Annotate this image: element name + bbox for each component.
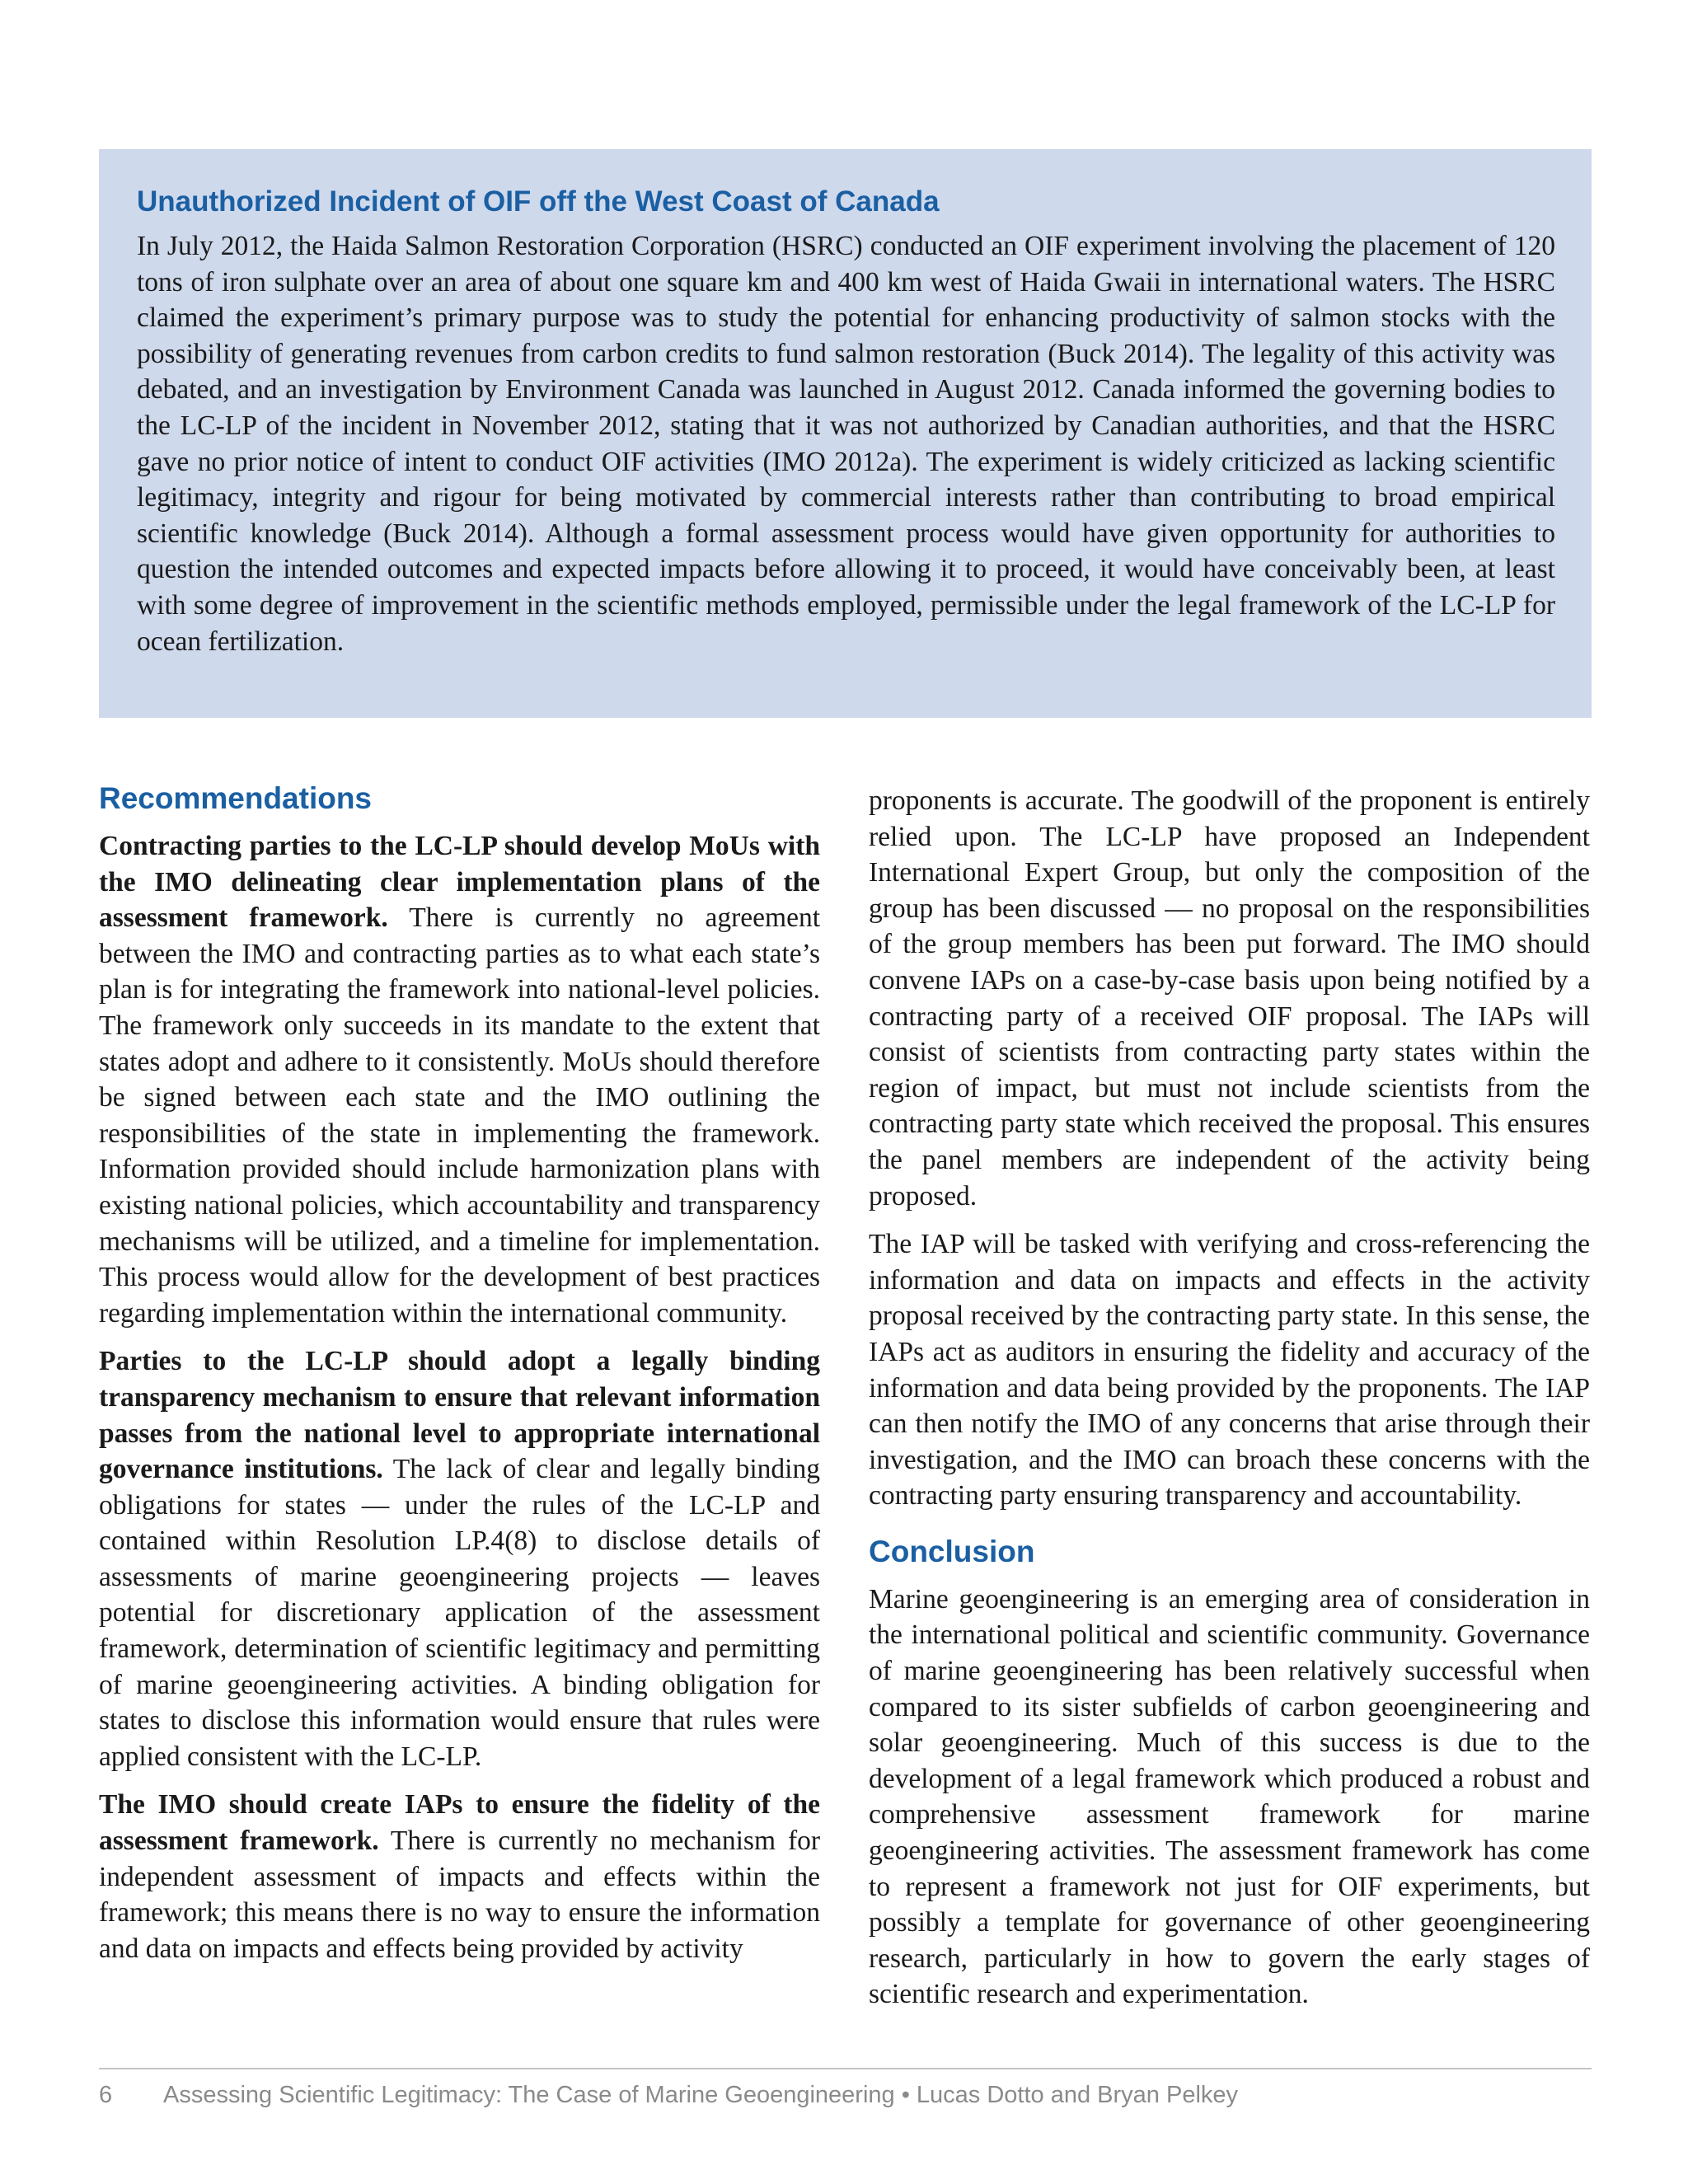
right-column [869, 783, 1590, 2025]
recommendation-paragraph [99, 1343, 820, 1774]
recommendation-lead: Contracting parties to the LC-LP should develop MoUs with the IMO delineating clear implementation plans of the assessment framework. [99, 831, 820, 934]
recommendation-continued-paragraph: The IAP will be tasked with verifying and cross-referencing the information and data on impacts and effects in the activity proposal received by the contracting party state. In this sense, the IAPs act as auditors in ensuring the fidelity and accuracy of the information and data being provided by the proponents. The IAP can then notify the IMO of any concerns that arise through their investigation, and the IMO can broach these concerns with the contracting party ensuring transparency and accountability. [869, 1229, 1590, 1511]
recommendation-lead: Parties to the LC-LP should adopt a legally binding transparency mechanism to ensure that relevant information passes from the national level to appropriate international governance institutions. [99, 1346, 820, 1485]
recommendation-text: The lack of clear and legally binding obligations for states — under the rules of the LC-LP and contained within Resolution LP.4(8) to disclose details of assessments of marine geoengineering projects — leaves potential for discretionary application of the assessment framework, determination of scientific legitimacy and permitting of marine geoengineering activities. A binding obligation for states to disclose this information would ensure that rules were applied consistent with the LC-LP. [99, 1454, 820, 1772]
recommendations-heading: Recommendations [99, 781, 373, 815]
conclusion-heading: Conclusion [869, 1534, 1035, 1568]
sidebox-title: Unauthorized Incident of OIF off the West Coast of Canada [137, 185, 940, 218]
recommendation-paragraph [99, 1787, 820, 1966]
page-number: 6 [99, 2082, 113, 2108]
recommendation-lead: The IMO should create IAPs to ensure the fidelity of the assessment framework. [99, 1789, 820, 1857]
running-title: Assessing Scientific Legitimacy: The Case of Marine Geoengineering • Lucas Dotto and Bryan Pelkey [163, 2082, 1239, 2108]
sidebar-box [99, 149, 1592, 718]
recommendation-continued-paragraph: proponents is accurate. The goodwill of the proponent is entirely relied upon. The LC-LP have proposed an Independent International Expert Group, but only the composition of the group has been discussed — no proposal on the responsibilities of the group members has been put forward. The IMO should convene IAPs on a case-by-case basis upon being notified by a contracting party of a received OIF proposal. The IAPs will consist of scientists from contracting party states within the region of impact, but must not include scientists from the contracting party state which received the proposal. This ensures the panel members are independent of the activity being proposed. [869, 785, 1590, 1212]
recommendation-text: There is currently no agreement between the IMO and contracting parties as to what each state’s plan is for integrating the framework into national-level policies. The framework only succeeds in its mandate to the extent that states adopt and adhere to it consistently. MoUs should therefore be signed between each state and the IMO outlining the responsibilities of the state in implementing the framework. Information provided should include harmonization plans with existing national policies, which accountability and transparency mechanisms will be utilized, and a timeline for implementation. This process would allow for the development of best practices regarding implementation within the international community. [99, 902, 820, 1329]
conclusion-paragraph: Marine geoengineering is an emerging area of consideration in the international political and scientific community. Governance of marine geoengineering has been relatively successful when compared to its sister subfields of carbon geoengineering and solar geoengineering. Much of this success is due to the development of a legal framework which produced a robust and comprehensive assessment framework for marine geoengineering activities. The assessment framework has come to represent a framework not just for OIF experiments, but possibly a template for governance of other geoengineering research, particularly in how to govern the early stages of scientific research and experimentation. [869, 1583, 1590, 2010]
recommendation-paragraph [99, 828, 820, 1331]
recommendation-text: There is currently no mechanism for independent assessment of impacts and effects within the framework; this means there is no way to ensure the information and data on impacts and effects being provided by activity [99, 1825, 821, 1964]
footer-divider [99, 2068, 1592, 2069]
sidebox-body: In July 2012, the Haida Salmon Restoration Corporation (HSRC) conducted an OIF experiment involving the placement of 120 tons of iron sulphate over an area of about one square km and 400 km west of Haida Gwaii in international waters. The HSRC claimed the experiment’s primary purpose was to study the potential for enhancing productivity of salmon stocks with the possibility of generating revenues from carbon credits to fund salmon restoration (Buck 2014). The legality of this activity was debated, and an investigation by Environment Canada was launched in August 2012. Canada informed the governing bodies to the LC-LP of the incident in November 2012, stating that it was not authorized by Canadian authorities, and that the HSRC gave no prior notice of intent to conduct OIF activities (IMO 2012a). The experiment is widely criticized as lacking scientific legitimacy, integrity and rigour for being motivated by commercial interests rather than contributing to broad empirical scientific knowledge (Buck 2014). Although a formal assessment process would have given opportunity for authorities to question the intended outcomes and expected impacts before allowing it to proceed, it would have conceivably been, at least with some degree of improvement in the scientific methods employed, permissible under the legal framework of the LC-LP for ocean fertilization. [137, 231, 1555, 657]
page-footer [99, 2079, 1238, 2111]
left-column [99, 779, 820, 1979]
